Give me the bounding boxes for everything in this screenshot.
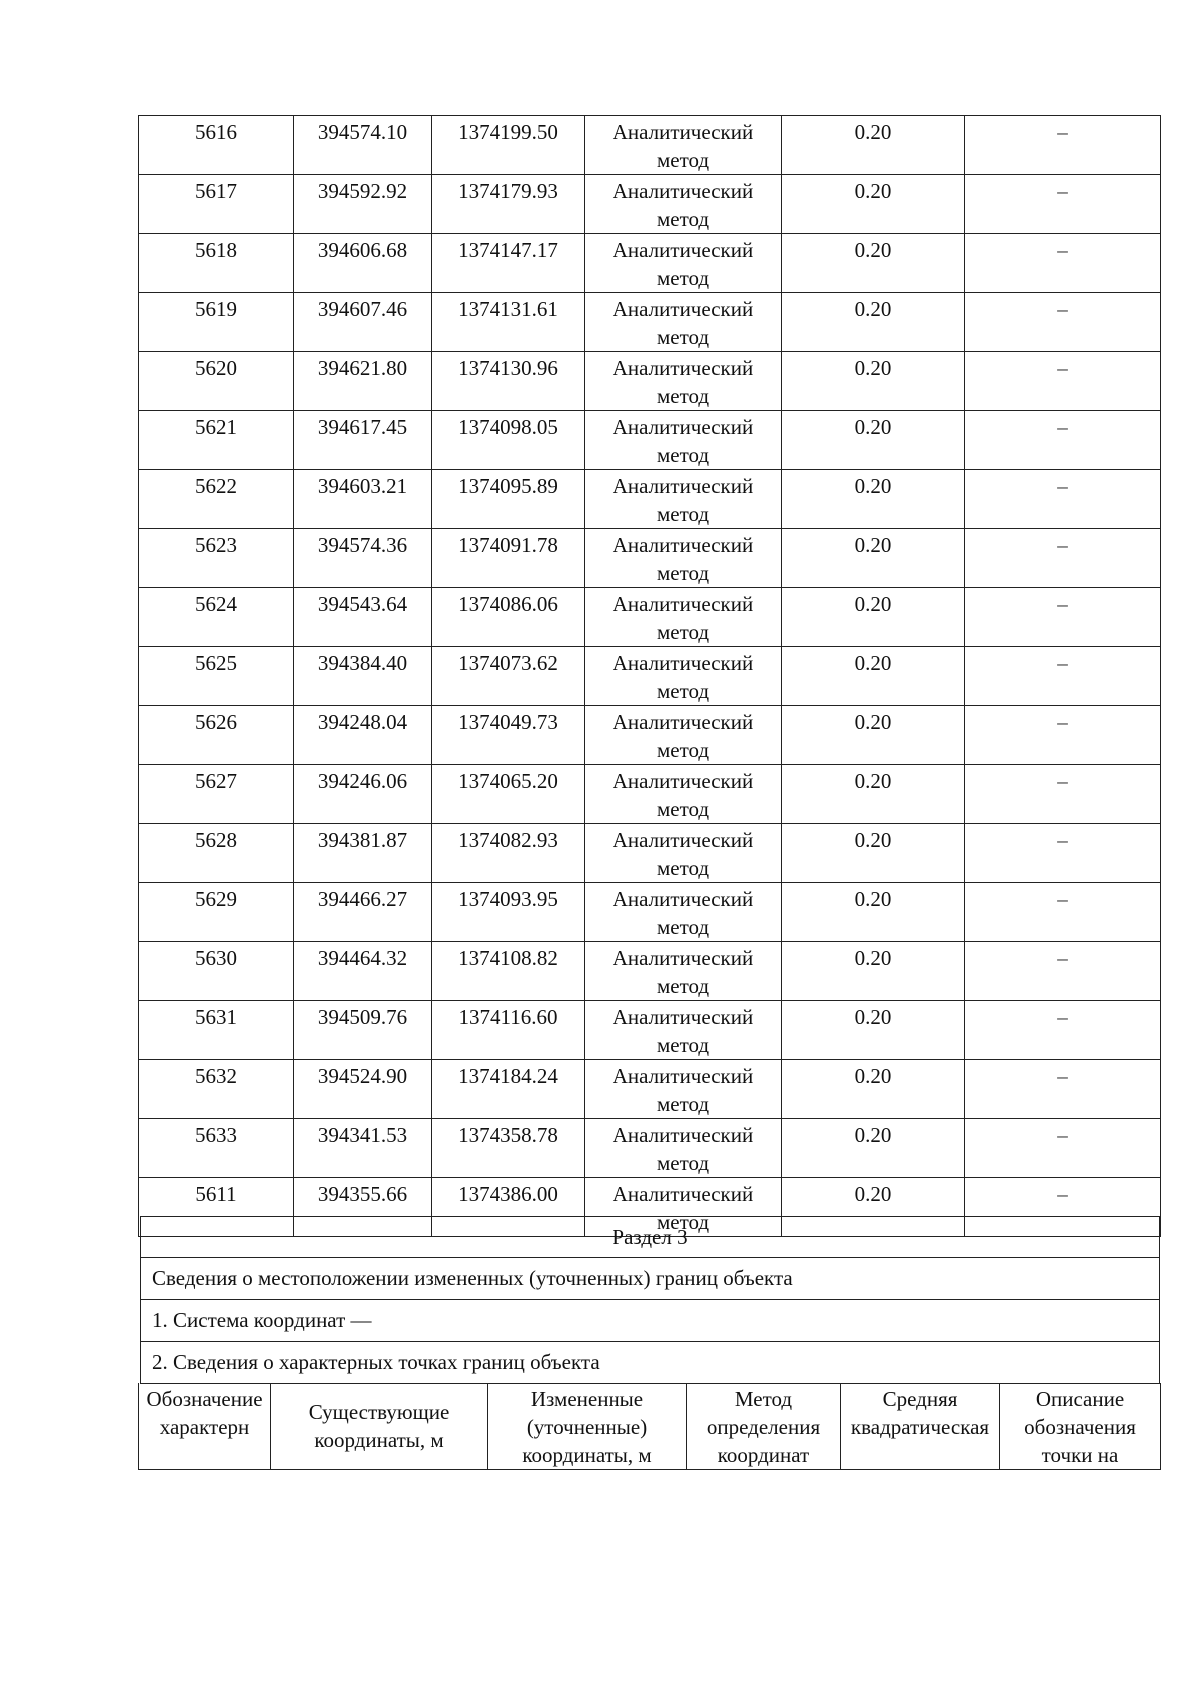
- point-id-cell: 5617: [139, 175, 294, 234]
- y-coordinate-cell: 1374093.95: [432, 883, 585, 942]
- table-row: [139, 175, 1161, 234]
- table-row: [139, 588, 1161, 647]
- accuracy-cell: 0.20: [782, 765, 965, 824]
- method-cell: Аналитический метод: [585, 1001, 782, 1060]
- point-id-cell: 5621: [139, 411, 294, 470]
- table-row: [139, 647, 1161, 706]
- description-cell: –: [965, 765, 1161, 824]
- table-row: [139, 1119, 1161, 1178]
- point-id-cell: 5625: [139, 647, 294, 706]
- x-coordinate-cell: 394606.68: [294, 234, 432, 293]
- table-row: [139, 824, 1161, 883]
- table-row: [139, 293, 1161, 352]
- x-coordinate-cell: 394592.92: [294, 175, 432, 234]
- table-row: [139, 116, 1161, 175]
- coordinates-table: [138, 115, 1161, 1237]
- table-row: [139, 883, 1161, 942]
- y-coordinate-cell: 1374131.61: [432, 293, 585, 352]
- point-id-cell: 5629: [139, 883, 294, 942]
- accuracy-cell: 0.20: [782, 883, 965, 942]
- header-description: Описание обозначения точки на: [1000, 1383, 1161, 1470]
- accuracy-cell: 0.20: [782, 116, 965, 175]
- description-cell: –: [965, 1001, 1161, 1060]
- x-coordinate-cell: 394543.64: [294, 588, 432, 647]
- x-coordinate-cell: 394381.87: [294, 824, 432, 883]
- method-cell: Аналитический метод: [585, 234, 782, 293]
- x-coordinate-cell: 394509.76: [294, 1001, 432, 1060]
- point-id-cell: 5623: [139, 529, 294, 588]
- point-id-cell: 5633: [139, 1119, 294, 1178]
- header-existing-coordinates: Существующие координаты, м: [271, 1383, 488, 1470]
- method-cell: Аналитический метод: [585, 1119, 782, 1178]
- x-coordinate-cell: 394621.80: [294, 352, 432, 411]
- y-coordinate-cell: 1374386.00: [432, 1178, 585, 1237]
- header-mean-square: Средняя квадратическая: [841, 1383, 1000, 1470]
- description-cell: –: [965, 1178, 1161, 1237]
- accuracy-cell: 0.20: [782, 706, 965, 765]
- method-cell: Аналитический метод: [585, 765, 782, 824]
- method-cell: Аналитический метод: [585, 706, 782, 765]
- point-id-cell: 5619: [139, 293, 294, 352]
- point-id-cell: 5628: [139, 824, 294, 883]
- accuracy-cell: 0.20: [782, 1119, 965, 1178]
- point-id-cell: 5618: [139, 234, 294, 293]
- x-coordinate-cell: 394603.21: [294, 470, 432, 529]
- description-cell: –: [965, 942, 1161, 1001]
- y-coordinate-cell: 1374199.50: [432, 116, 585, 175]
- description-cell: –: [965, 1119, 1161, 1178]
- coordinate-system-line: 1. Система координат —: [140, 1300, 1160, 1342]
- x-coordinate-cell: 394355.66: [294, 1178, 432, 1237]
- section-title: Раздел 3: [140, 1216, 1160, 1258]
- accuracy-cell: 0.20: [782, 411, 965, 470]
- points-heading: 2. Сведения о характерных точках границ объекта: [140, 1342, 1160, 1384]
- section-3: [140, 1216, 1160, 1384]
- accuracy-cell: 0.20: [782, 470, 965, 529]
- table-row: [139, 352, 1161, 411]
- x-coordinate-cell: 394574.10: [294, 116, 432, 175]
- accuracy-cell: 0.20: [782, 175, 965, 234]
- y-coordinate-cell: 1374086.06: [432, 588, 585, 647]
- y-coordinate-cell: 1374116.60: [432, 1001, 585, 1060]
- description-cell: –: [965, 883, 1161, 942]
- accuracy-cell: 0.20: [782, 352, 965, 411]
- point-id-cell: 5622: [139, 470, 294, 529]
- x-coordinate-cell: 394574.36: [294, 529, 432, 588]
- y-coordinate-cell: 1374108.82: [432, 942, 585, 1001]
- method-cell: Аналитический метод: [585, 883, 782, 942]
- method-cell: Аналитический метод: [585, 588, 782, 647]
- y-coordinate-cell: 1374358.78: [432, 1119, 585, 1178]
- accuracy-cell: 0.20: [782, 647, 965, 706]
- method-cell: Аналитический метод: [585, 1178, 782, 1237]
- header-point-designation: Обозначение характерн: [139, 1383, 271, 1470]
- point-id-cell: 5620: [139, 352, 294, 411]
- method-cell: Аналитический метод: [585, 824, 782, 883]
- accuracy-cell: 0.20: [782, 824, 965, 883]
- y-coordinate-cell: 1374049.73: [432, 706, 585, 765]
- x-coordinate-cell: 394464.32: [294, 942, 432, 1001]
- accuracy-cell: 0.20: [782, 234, 965, 293]
- table-row: [139, 411, 1161, 470]
- method-cell: Аналитический метод: [585, 411, 782, 470]
- method-cell: Аналитический метод: [585, 293, 782, 352]
- x-coordinate-cell: 394384.40: [294, 647, 432, 706]
- description-cell: –: [965, 824, 1161, 883]
- accuracy-cell: 0.20: [782, 588, 965, 647]
- point-id-cell: 5626: [139, 706, 294, 765]
- x-coordinate-cell: 394617.45: [294, 411, 432, 470]
- description-cell: –: [965, 470, 1161, 529]
- accuracy-cell: 0.20: [782, 1060, 965, 1119]
- description-cell: –: [965, 706, 1161, 765]
- x-coordinate-cell: 394466.27: [294, 883, 432, 942]
- y-coordinate-cell: 1374130.96: [432, 352, 585, 411]
- point-id-cell: 5627: [139, 765, 294, 824]
- y-coordinate-cell: 1374073.62: [432, 647, 585, 706]
- accuracy-cell: 0.20: [782, 1001, 965, 1060]
- description-cell: –: [965, 647, 1161, 706]
- method-cell: Аналитический метод: [585, 352, 782, 411]
- header-row: [139, 1383, 1161, 1470]
- point-id-cell: 5631: [139, 1001, 294, 1060]
- description-cell: –: [965, 352, 1161, 411]
- x-coordinate-cell: 394524.90: [294, 1060, 432, 1119]
- table-row: [139, 1001, 1161, 1060]
- table-row: [139, 942, 1161, 1001]
- accuracy-cell: 0.20: [782, 942, 965, 1001]
- accuracy-cell: 0.20: [782, 1178, 965, 1237]
- y-coordinate-cell: 1374179.93: [432, 175, 585, 234]
- description-cell: –: [965, 116, 1161, 175]
- method-cell: Аналитический метод: [585, 116, 782, 175]
- y-coordinate-cell: 1374147.17: [432, 234, 585, 293]
- method-cell: Аналитический метод: [585, 942, 782, 1001]
- description-cell: –: [965, 1060, 1161, 1119]
- accuracy-cell: 0.20: [782, 529, 965, 588]
- table-row: [139, 765, 1161, 824]
- accuracy-cell: 0.20: [782, 293, 965, 352]
- table-row: [139, 1060, 1161, 1119]
- y-coordinate-cell: 1374082.93: [432, 824, 585, 883]
- method-cell: Аналитический метод: [585, 1060, 782, 1119]
- x-coordinate-cell: 394607.46: [294, 293, 432, 352]
- table-row: [139, 529, 1161, 588]
- description-cell: –: [965, 411, 1161, 470]
- points-header-table: [138, 1383, 1161, 1470]
- x-coordinate-cell: 394341.53: [294, 1119, 432, 1178]
- y-coordinate-cell: 1374091.78: [432, 529, 585, 588]
- coordinates-table-body: [139, 116, 1161, 1237]
- point-id-cell: 5630: [139, 942, 294, 1001]
- description-cell: –: [965, 293, 1161, 352]
- y-coordinate-cell: 1374098.05: [432, 411, 585, 470]
- header-method: Метод определения координат: [687, 1383, 841, 1470]
- x-coordinate-cell: 394248.04: [294, 706, 432, 765]
- point-id-cell: 5632: [139, 1060, 294, 1119]
- y-coordinate-cell: 1374095.89: [432, 470, 585, 529]
- x-coordinate-cell: 394246.06: [294, 765, 432, 824]
- method-cell: Аналитический метод: [585, 647, 782, 706]
- section-subtitle: Сведения о местоположении измененных (уточненных) границ объекта: [140, 1258, 1160, 1300]
- method-cell: Аналитический метод: [585, 529, 782, 588]
- table-row: [139, 470, 1161, 529]
- point-id-cell: 5616: [139, 116, 294, 175]
- description-cell: –: [965, 175, 1161, 234]
- description-cell: –: [965, 529, 1161, 588]
- header-changed-coordinates: Измененные (уточненные) координаты, м: [488, 1383, 687, 1470]
- description-cell: –: [965, 588, 1161, 647]
- y-coordinate-cell: 1374065.20: [432, 765, 585, 824]
- y-coordinate-cell: 1374184.24: [432, 1060, 585, 1119]
- method-cell: Аналитический метод: [585, 470, 782, 529]
- point-id-cell: 5624: [139, 588, 294, 647]
- method-cell: Аналитический метод: [585, 175, 782, 234]
- table-row: [139, 706, 1161, 765]
- table-row: [139, 234, 1161, 293]
- point-id-cell: 5611: [139, 1178, 294, 1237]
- description-cell: –: [965, 234, 1161, 293]
